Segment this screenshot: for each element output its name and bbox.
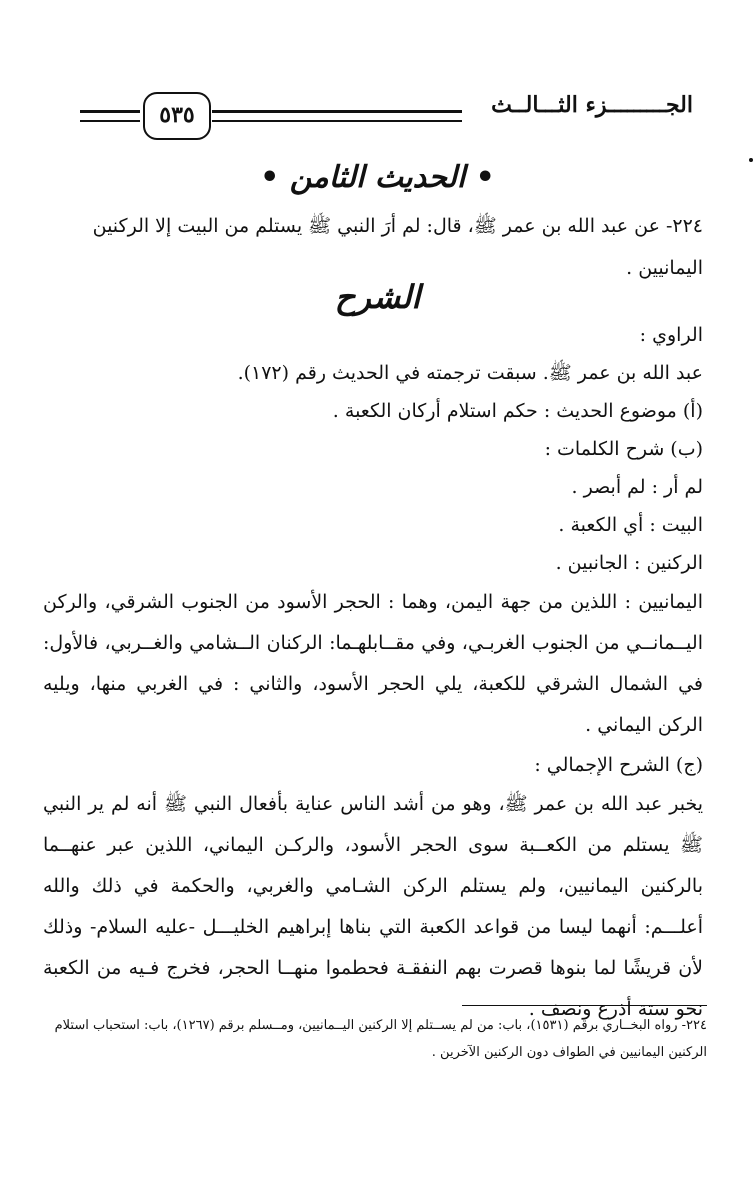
page-number: ٥٣٥: [143, 92, 211, 140]
commentary-heading: الشرح: [334, 278, 421, 316]
vocab-heading: (ب) شرح الكلمات :: [544, 438, 703, 460]
vocab-item: الركنين : الجانبين .: [555, 552, 703, 574]
hadith-text: ٢٢٤- عن عبد الله بن عمر ﷺ، قال: لم أرَ النبي ﷺ يستلم من البيت إلا الركنين اليمانيين .: [92, 215, 703, 279]
narrator-line: عبد الله بن عمر ﷺ. سبقت ترجمته في الحديث رقم (١٧٢).: [237, 362, 703, 384]
vocab-item: البيت : أي الكعبة .: [558, 514, 703, 536]
commentary-body: [43, 312, 703, 1030]
narrator-heading: الراوي :: [639, 324, 703, 346]
summary-paragraph: يخبر عبد الله بن عمر ﷺ، وهو من أشد الناس عناية بأفعال النبي ﷺ أنه لم ير النبي ﷺ يستلم من الكعــبة سوى الحجر الأسود، والركـن اليماني، اللذين عبر عنهــما بالركنين اليمانيين، ولم يستلم الركن الشـامي والغربي، والحكمة في ذلك والله أعلـــم: أنهما ليسا من قواعد الكعبة التي بناها إبراهيم الخليـــل -عليه السلام- وذلك لأن قريشًا لما بنوها قصرت بهم النفقـة فحطموا منهــا الحجر، فخرج فـيه من الكعبة نحو ستة أذرع ونصف .: [43, 793, 703, 1020]
summary-heading: (ج) الشرح الإجمالي :: [534, 754, 703, 776]
vocab-item: لم أر : لم أبصر .: [571, 476, 703, 498]
header-rule-right: [212, 110, 462, 122]
vocab-paragraph: اليمانيين : اللذين من جهة اليمن، وهما : الحجر الأسود من الجنوب الشرقي، والركن اليــمانــي من الجنوب الغربـي، وفي مقــابلهـما: الركنان الــشامي والغــربي، فالأول: في الشمال الشرقي للكعبة، يلي الحجر الأسود، والثاني : في الغربي منها، ويليه الركن اليماني .: [43, 591, 703, 736]
section-title: • الحديث الثامن •: [260, 160, 495, 195]
topic-line: (أ) موضوع الحديث : حكم استلام أركان الكعبة .: [332, 400, 703, 422]
footnote-rule: [462, 1005, 707, 1006]
header-rule-left: [80, 110, 140, 122]
footnote-text: ٢٢٤- رواه البخــاري برقم (١٥٣١)، باب: من لم يســتلم إلا الركنين اليــمانيين، ومــسلم برقم (١٢٦٧)، باب: استحباب استلام الركنين اليمانيين في الطواف دون الركنين الآخرين .: [54, 1018, 707, 1060]
running-header-title: الجـــــــــزء الثـــالــث: [491, 92, 693, 118]
